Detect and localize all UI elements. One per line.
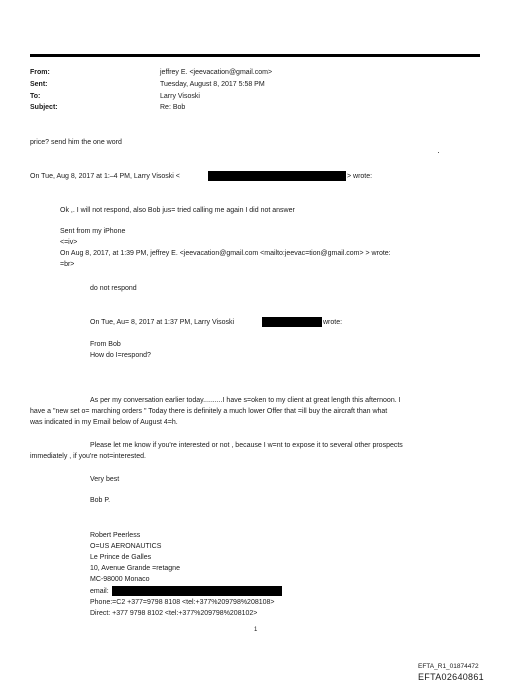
to-value: Larry Visoski: [160, 93, 200, 100]
efta-ref-large: EFTA02640861: [418, 672, 484, 682]
to-label: To:: [30, 93, 41, 100]
from-label: From:: [30, 69, 50, 76]
from-bob: From Bob: [90, 341, 121, 348]
redaction-bar: [262, 317, 322, 327]
sig-direct: Direct: +377 9798 8102 <tel:+377%209798%208102>: [90, 610, 258, 617]
do-not-respond: do not respond: [90, 285, 137, 292]
reply1: Ok ,. I will not respond, also Bob jus= tried calling me again I did not answer: [60, 207, 295, 214]
br-tag: =br>: [60, 261, 75, 268]
quote2: On Aug 8, 2017, at 1:39 PM, jeffrey E. <jeevacation@gmail.com <mailto:jeevac=tion@gmail.com> > wrote:: [60, 250, 391, 257]
sent-value: Tuesday, August 8, 2017 5:58 PM: [160, 81, 265, 88]
para1-line3: was indicated in my Email below of August 4=h.: [30, 419, 178, 426]
closing-name: Bob P.: [90, 497, 111, 504]
sig-name: Robert Peerless: [90, 532, 141, 539]
quote1-text: On Tue, Aug 8, 2017 at 1:–4 PM, Larry Visoski <: [30, 173, 180, 180]
sent-from-line: Sent from my iPhone: [60, 228, 126, 235]
para2-line2: immediately , if you're not=interested.: [30, 453, 146, 460]
para1-line2: have a "new set o= marching orders " Today there is definitely a much lower Offer that =ill buy the aircraft than what: [30, 408, 388, 415]
sig-company: O=US AERONAUTICS: [90, 543, 162, 550]
sig-email-label: email:: [90, 588, 109, 595]
sig-address-3: MC-98000 Monaco: [90, 576, 150, 583]
from-value: jeffrey E. <jeevacation@gmail.com>: [160, 69, 273, 76]
subject-label: Subject:: [30, 104, 58, 111]
sig-phone: Phone:=C2 +377=9798 8108 <tel:+377%209798%208108>: [90, 599, 275, 606]
closing-very-best: Very best: [90, 476, 120, 483]
para2-line1: Please let me know if you're interested or not , because I w=nt to expose it to several other prospects: [90, 442, 403, 449]
header-rule: [30, 54, 480, 57]
div-tag: <=iv>: [60, 239, 78, 246]
quote3-wrote: wrote:: [323, 319, 343, 326]
subject-value: Re: Bob: [160, 104, 186, 111]
quote3-text: On Tue, Au= 8, 2017 at 1:37 PM, Larry Visoski: [90, 319, 235, 326]
efta-ref-small: EFTA_R1_01874472: [418, 663, 479, 670]
para1-line1: As per my conversation earlier today..........I have s=oken to my client at great length this afternoon. I: [90, 397, 401, 404]
quote1-wrote: > wrote:: [347, 173, 373, 180]
redaction-bar: [112, 586, 282, 596]
sig-address-2: 10, Avenue Grande =retagne: [90, 565, 180, 572]
stray-mark: [438, 152, 439, 153]
body-line-1: price? send him the one word: [30, 139, 122, 146]
sig-address-1: Le Prince de Galles: [90, 554, 152, 561]
page-number: 1: [254, 627, 258, 633]
how-do-respond: How do I=respond?: [90, 352, 151, 359]
redaction-bar: [208, 171, 346, 181]
sent-label: Sent:: [30, 81, 48, 88]
